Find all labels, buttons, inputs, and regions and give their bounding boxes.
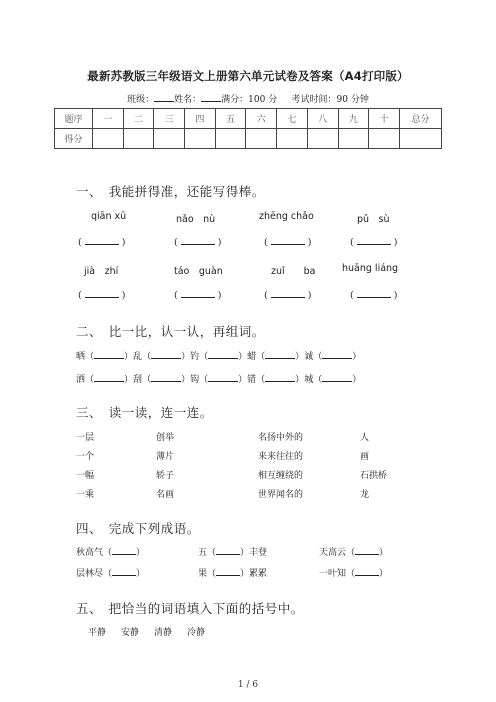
pinyin-item: nǎo nù — [176, 214, 216, 225]
answer-blank[interactable] — [216, 567, 240, 576]
match-item: 创举 — [156, 433, 175, 443]
answer-blank[interactable] — [216, 546, 240, 555]
idiom-item: 层林尽（ ） — [76, 569, 146, 579]
match-item: 一层 — [76, 433, 95, 443]
pinyin-item: táo guàn — [174, 266, 223, 277]
answer-paren[interactable]: ( ) — [264, 290, 312, 301]
match-item: 名画 — [156, 490, 175, 500]
answer-blank[interactable] — [94, 350, 124, 359]
score-cell[interactable] — [185, 129, 216, 149]
match-item: 来来往往的 — [258, 452, 304, 462]
pinyin-item: zuǐ ba — [271, 266, 316, 277]
word-option: 平静 — [88, 628, 107, 638]
score-cell[interactable] — [154, 129, 185, 149]
score-header-cell: 九 — [338, 109, 369, 129]
score-table-header-row — [55, 109, 442, 129]
score-header-cell: 题序 — [55, 109, 93, 129]
match-item: 薄片 — [156, 452, 175, 462]
pinyin-item: jià zhí — [84, 266, 119, 277]
answer-blank[interactable] — [151, 373, 181, 382]
char-compare-row: 晒（ ）乱（ ）钓（ ）蜡（ ）诚（ ） — [76, 352, 362, 362]
answer-blank[interactable] — [355, 567, 379, 576]
section-2-heading: 二、 比一比，认一认，再组词。 — [76, 324, 265, 339]
match-item: 名扬中外的 — [258, 433, 304, 443]
answer-paren[interactable]: ( ) — [174, 237, 222, 248]
score-header-cell: 七 — [277, 109, 308, 129]
match-item: 一幅 — [76, 471, 95, 481]
answer-blank[interactable] — [112, 546, 136, 555]
idiom-item: 天高云（ ） — [319, 548, 389, 558]
answer-blank[interactable] — [208, 350, 238, 359]
match-item: 石拱桥 — [360, 471, 388, 481]
match-item: 一乘 — [76, 490, 95, 500]
score-header-cell: 一 — [93, 109, 124, 129]
score-cell[interactable] — [369, 129, 400, 149]
idiom-item: 一叶知（ ） — [319, 569, 389, 579]
score-header-cell: 四 — [185, 109, 216, 129]
idiom-item: 秋高气（ ） — [76, 548, 146, 558]
score-table — [54, 108, 442, 149]
word-option: 清静 — [154, 628, 173, 638]
name-label: 姓名： — [174, 95, 202, 105]
pinyin-item: qiān xū — [91, 211, 127, 222]
idiom-item: 五（ ）丰登 — [198, 548, 268, 558]
answer-paren[interactable]: ( ) — [350, 290, 398, 301]
score-header-cell: 八 — [307, 109, 338, 129]
score-header-cell: 十 — [369, 109, 400, 129]
answer-blank[interactable] — [208, 373, 238, 382]
answer-blank[interactable] — [265, 350, 295, 359]
match-item: 一个 — [76, 452, 95, 462]
answer-paren[interactable]: ( ) — [78, 290, 126, 301]
answer-blank[interactable] — [322, 373, 352, 382]
score-cell[interactable] — [93, 129, 124, 149]
word-option: 冷静 — [187, 628, 206, 638]
match-item: 画 — [360, 452, 370, 462]
answer-paren[interactable]: ( ) — [78, 237, 126, 248]
match-item: 世界闻名的 — [258, 490, 304, 500]
class-blank — [154, 92, 174, 102]
name-blank — [201, 92, 221, 102]
answer-paren[interactable]: ( ) — [350, 237, 398, 248]
document-title: 最新苏教版三年级语文上册第六单元试卷及答案（A4打印版） — [87, 69, 409, 83]
match-item: 轿子 — [156, 471, 175, 481]
idiom-item: 果（ ）累累 — [198, 569, 268, 579]
score-cell[interactable] — [123, 129, 154, 149]
exam-time: 考试时间：90 分钟 — [291, 95, 369, 105]
section-1-heading: 一、 我能拼得准，还能写得棒。 — [76, 184, 265, 199]
class-label: 班级： — [127, 95, 155, 105]
answer-blank[interactable] — [94, 373, 124, 382]
score-header-cell: 三 — [154, 109, 185, 129]
score-header-cell: 二 — [123, 109, 154, 129]
score-cell[interactable] — [215, 129, 246, 149]
section-4-heading: 四、 完成下列成语。 — [76, 521, 200, 536]
match-item: 人 — [360, 433, 370, 443]
char-compare-row: 洒（ ）刮（ ）钩（ ）错（ ）城（ ） — [76, 375, 362, 385]
answer-blank[interactable] — [112, 567, 136, 576]
score-header-cell: 五 — [215, 109, 246, 129]
pinyin-item: zhēng chǎo — [259, 211, 314, 222]
score-header-cell: 总分 — [400, 109, 442, 129]
word-option: 安静 — [121, 628, 140, 638]
score-cell[interactable] — [400, 129, 442, 149]
answer-paren[interactable]: ( ) — [264, 237, 312, 248]
answer-blank[interactable] — [265, 373, 295, 382]
answer-blank[interactable] — [355, 546, 379, 555]
student-info-line — [0, 92, 496, 105]
page-number: 1 / 6 — [237, 680, 259, 690]
answer-blank[interactable] — [322, 350, 352, 359]
pinyin-item: huāng liáng — [342, 263, 399, 274]
score-row-label: 得分 — [55, 129, 93, 149]
score-cell[interactable] — [246, 129, 277, 149]
section-5-heading: 五、 把恰当的词语填入下面的括号中。 — [76, 601, 304, 616]
score-header-cell: 六 — [246, 109, 277, 129]
match-item: 相互缠绕的 — [258, 471, 304, 481]
score-cell[interactable] — [307, 129, 338, 149]
score-cell[interactable] — [338, 129, 369, 149]
score-cell[interactable] — [277, 129, 308, 149]
answer-blank[interactable] — [151, 350, 181, 359]
pinyin-item: pǔ sù — [357, 214, 390, 225]
answer-paren[interactable]: ( ) — [174, 290, 222, 301]
score-table-score-row — [55, 129, 442, 149]
section-3-heading: 三、 读一读，连一连。 — [76, 405, 213, 420]
full-score: 满分：100 分 — [221, 95, 278, 105]
match-item: 龙 — [360, 490, 370, 500]
